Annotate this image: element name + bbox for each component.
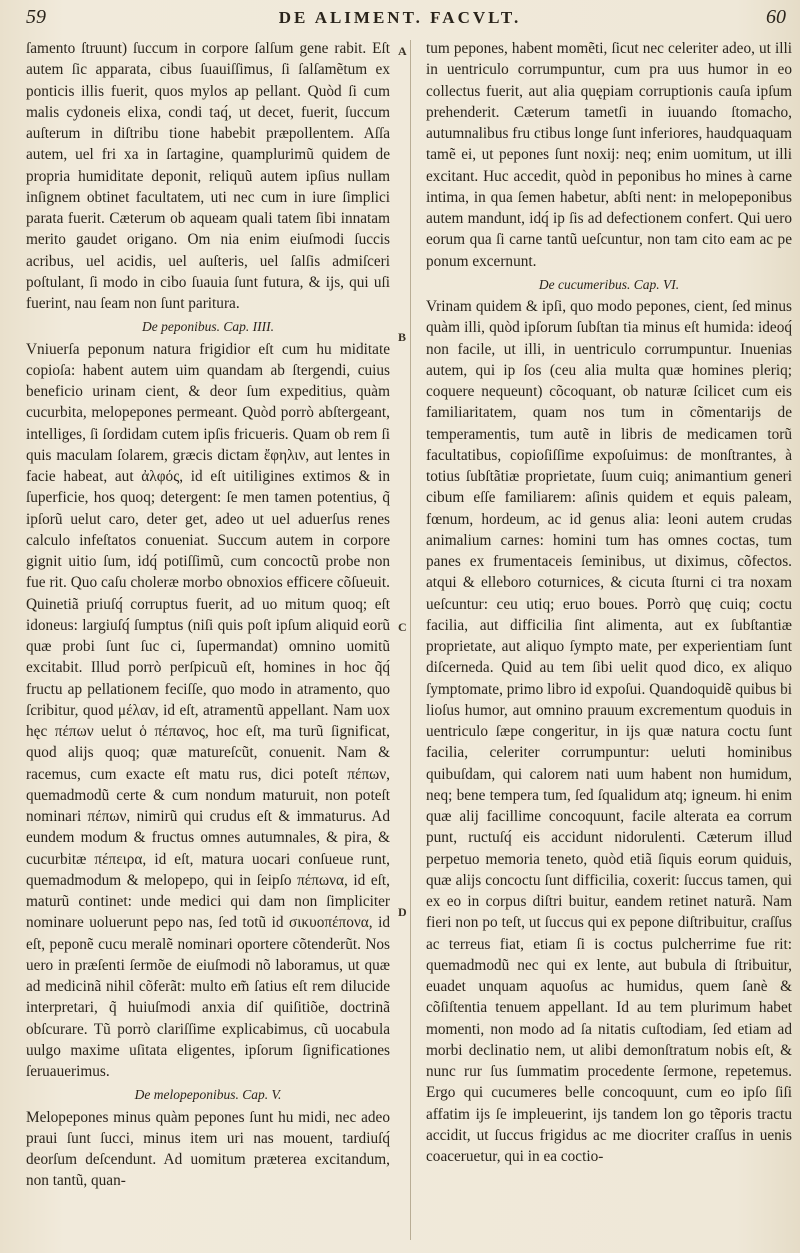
column-divider <box>410 40 411 1240</box>
left-paragraph-2: Vniuerſa peponum natura frigidior eſt cum hu miditate copioſa: habent autem uim quandam ab ſtergendi, cuius beneficio urinam cient, & deor ſum expeditius, quàm cucurbita, melopepones permeant. Quòd porrò abſtergeant, intelliges, ſi ſordidam cutem ipſis fricueris. Quam ob rem ſi quis maculam ſolarem, græcis dictam ἔφηλιν, aut lentes in facie habeat, aut ἀλφός, id eſt uitiligines extimos & in ſuperficie, hos quoq; detergent: ſe men tamen potentius, q̃ ipſorũ uelut caro, deter get, adeo ut uel aduerſus renes calculo infeſtatos conueniat. Succum autem in corpore gignit uitio ſum, idq́ potiſſimũ, cum concoctũ probe non fue rit. Quo caſu choleræ morbo obnoxios efficere cõſueuit. Quinetiã priuſq́ corruptus fuerit, ad uo mitum quoq; eſt idoneus: largiuſq́ ſumptus (niſi quis poſt ipſum aliquid eorũ quæ probi ſunt ſuc ci, ſupermandat) omnino uomitũ excitabit. Illud porrò perſpicuũ eſt, homines in hoc q̃q́ fructu ap pellationem feciſſe, quo modo in atramento, quo ſcribitur, quod μέλαν, id eſt, atramentũ appellant. Nam uox hęc πέπων uelut ὁ πέπανος, hoc eſt, ma turũ ſignificat, quod alijs quoq; quæ matureſcũt, conuenit. Nam & racemus, cum exacte eſt matu rus, dici poteſt πέπων, quemadmodũ certe & cum nondum maturuit, non poteſt nominari πέπων, nimirũ qui crudus eſt & immaturus. Ad eundem modum & fructus omnes autumnales, & pira, & cucurbitæ πέπειρα, id eſt, matura uocari conſueue runt, quemadmodum & melopepo, qui in ſeipſo πέπωνα, id eſt, maturũ continet: unde medici qui dam non ſimpliciter nominare uoluerunt pepo nas, ſed totũ id σικυοπέπονα, id eſt, peponẽ cucu meralẽ nominari oportere cõtenderũt. Nos uero in præſenti ſermõe de eiuſmodi nõ laboramus, ut quæ ad medicinã nihil cõferãt: multo em̃ ſatius eſt rem dilucide interpretari, q̃ huiuſmodi anxia diſ quiſitiõe, doctrinã obſcurare. Tũ porrò clariſſime explicabimus, cũ uocabula uulgo maxime uſitata eligentes, ipſorum ſignificationes ſeruauerimus. <box>26 340 390 1080</box>
left-paragraph-3: Melopepones minus quàm pepones ſunt hu midi, nec adeo praui ſunt ſucci, minus item uri nas mouent, tardiuſq́ deorſum deſcendunt. Ad uomitum præterea excitandum, non tantũ, quan- <box>26 1108 390 1190</box>
section-heading-melopeponibus: De melopeponibus. Cap. V. <box>134 1087 282 1103</box>
right-page-number: 60 <box>766 6 786 28</box>
left-column <box>26 38 390 1243</box>
margin-letter-d: D <box>398 905 407 919</box>
right-column <box>426 38 792 1243</box>
running-title: DE ALIMENT. FACVLT. <box>278 8 522 27</box>
page-header <box>0 0 800 36</box>
right-paragraph-1: tum pepones, habent momẽti, ſicut nec celeriter adeo, ut illi in uentriculo corrumpuntur, cum pra uus humor in eo collectus fuerit, aut alia quępiam corruptionis cauſa ipſum prehenderit. Cæterum tametſi in iuuando ſtomacho, autumnalibus fru ctibus longe ſunt inferiores, haudquaquam tamẽ ei, ut pepones ſunt noxij: neq; enim uomitum, ut illi excitant. Huc accedit, quòd in peponibus ho mines à carne intima, in qua ſemen habetur, abſti nent: in melopeponibus autem mandunt, idq́ ip ſis ad defectionem confert. Qui uero eorum qua ſi carne tantũ ueſcuntur, non tam cito eam ac pe ponum excernunt. <box>426 40 792 270</box>
left-page-number: 59 <box>26 6 46 28</box>
section-heading-cucumeribus: De cucumeribus. Cap. VI. <box>538 276 680 292</box>
section-heading-peponibus: De peponibus. Cap. IIII. <box>142 319 274 335</box>
margin-letter-c: C <box>398 620 407 634</box>
margin-letter-a: A <box>398 44 407 58</box>
margin-letter-b: B <box>398 330 407 344</box>
right-paragraph-2: Vrinam quidem & ipſi, quo modo pepones, cient, ſed minus quàm illi, quòd ipſorum ſubſtan tia minus eſt humida: ideoq́ non facile, ut illi, in uentriculo corrumpuntur. Inuenias autem, qui ip ſos (ceu alia multa quæ homines pleriq; coquere nequeunt) cõcoquant, ob naturæ ſcilicet cum eis familiaritatem, quam nos tum in cõmentarijs de temperamentis, tum autẽ in libris de medicamen torũ facultatibus, copioſiſſime expoſuimus: de monſtrantes, à totius ſubſtãtiæ proprietate, ſuum cuiq; animantium generi cibum eſſe familiarem: aſinis quidem et equis paleam, fœnum, hordeum, ac id genus alia: leoni autem crudas animalium carnes: homini tum has omnes coctas, tum panes ex frumentaceis ſeminibus, ut diximus, cõfectos. atqui & elleboro coturnices, & cicuta ſturni ci tra noxam ueſcuntur: ceu utiq; eruo boues. Porrò quę cuiq; coctu facilia, aut difficilia ſint alimenta, aut ex ſubſtantiæ proprietate, aut aliquo ſympto mate, per experientiam ſunt diſcerneda. Quid au tem ſibi uelit quod dico, ex aliquo ſymptomate, primo libro id expoſui. Quandoquidẽ quibus bi lioſus humor, aut omnino prauum excrementum quoduis in uentriculo ſæpe congeritur, in ijs quæ natura coctu ſunt facilia, celeriter corrumpuntur: ueluti hominibus quibuſdam, qui calorem nati uum habent non humidum, neq; bene tempera tum, ſed ſqualidum atq; igneum. hi enim quæ alij facillime concoquunt, facile alterata ea corrum punt, ructuſq́ eis accidunt nidorulenti. Cæterum illud perpetuo memoria teneto, quòd etiã ſiquis eorum quiduis, quæ alijs concoctu ſunt difficilia, coxerit: ſuccus tamen, qui ex eo in corpus diſtri buitur, eandem retinet naturã. Nam fieri non po teſt, ut ſuccus qui ex pepone diſtribuitur, craſſus ac terreus fiat, etiam ſi is coctus pulcherrime fue rit: quemadmodũ nec qui ex lente, aut bubula di ſtribuitur, euadet unquam aquoſus ac humidus, quem ſanè & cõſiſtentia tenuem appellant. Id au tem plurimum habet momenti, non modo ad ſa nitatis cuſtodiam, ſed etiam ad morbi declinatio nem, ut alibi demonſtratum nobis eſt, & nunc rur ſus ſummatim procedente ſermone, repetemus. Ergo qui cucumeres belle concoquunt, cum eo ipſo ſiſi affatim ijs ſe impleuerint, ijs tandem lon go tẽporis tractu accidit, ut ſuccus frigidus ac me diocriter craſſus in uenis coaceruetur, qui in ea coctio- <box>426 298 792 1165</box>
left-paragraph-1: ſamento ſtruunt) ſuccum in corpore ſalſum gene rabit. Eſt autem ſic apparata, cibus ſuauiſſimus, ſi ſalſamẽtum ex ponticis illis fuerit, quos mylos ap pellant. Quòd ſi cum malis cydoneis elixa, condi taq́, ut decet, fuerit, ſuccum auſterum in diſtribu tione habebit præpollentem. Aſſa autem, uel fri xa in ſartagine, quamplurimũ quidem de propria humiditate deponit, reliquũ autem ipſius nullam inſignem obtinet facultatem, uti nec cum in iure ſimplici parata fuerit. Cæterum ob aqueam quali tatem ſibi innatam merito gaudet origano. Om nia enim eiuſmodi ſuccis acribus, uel acidis, uel auſteris, uel ſalſis admiſceri poſtulant, ſi modo in cibo ſuauia ſunt futura, & ijs, qui uſi fuerint, nau ſeam non ſunt paritura. <box>26 40 390 312</box>
